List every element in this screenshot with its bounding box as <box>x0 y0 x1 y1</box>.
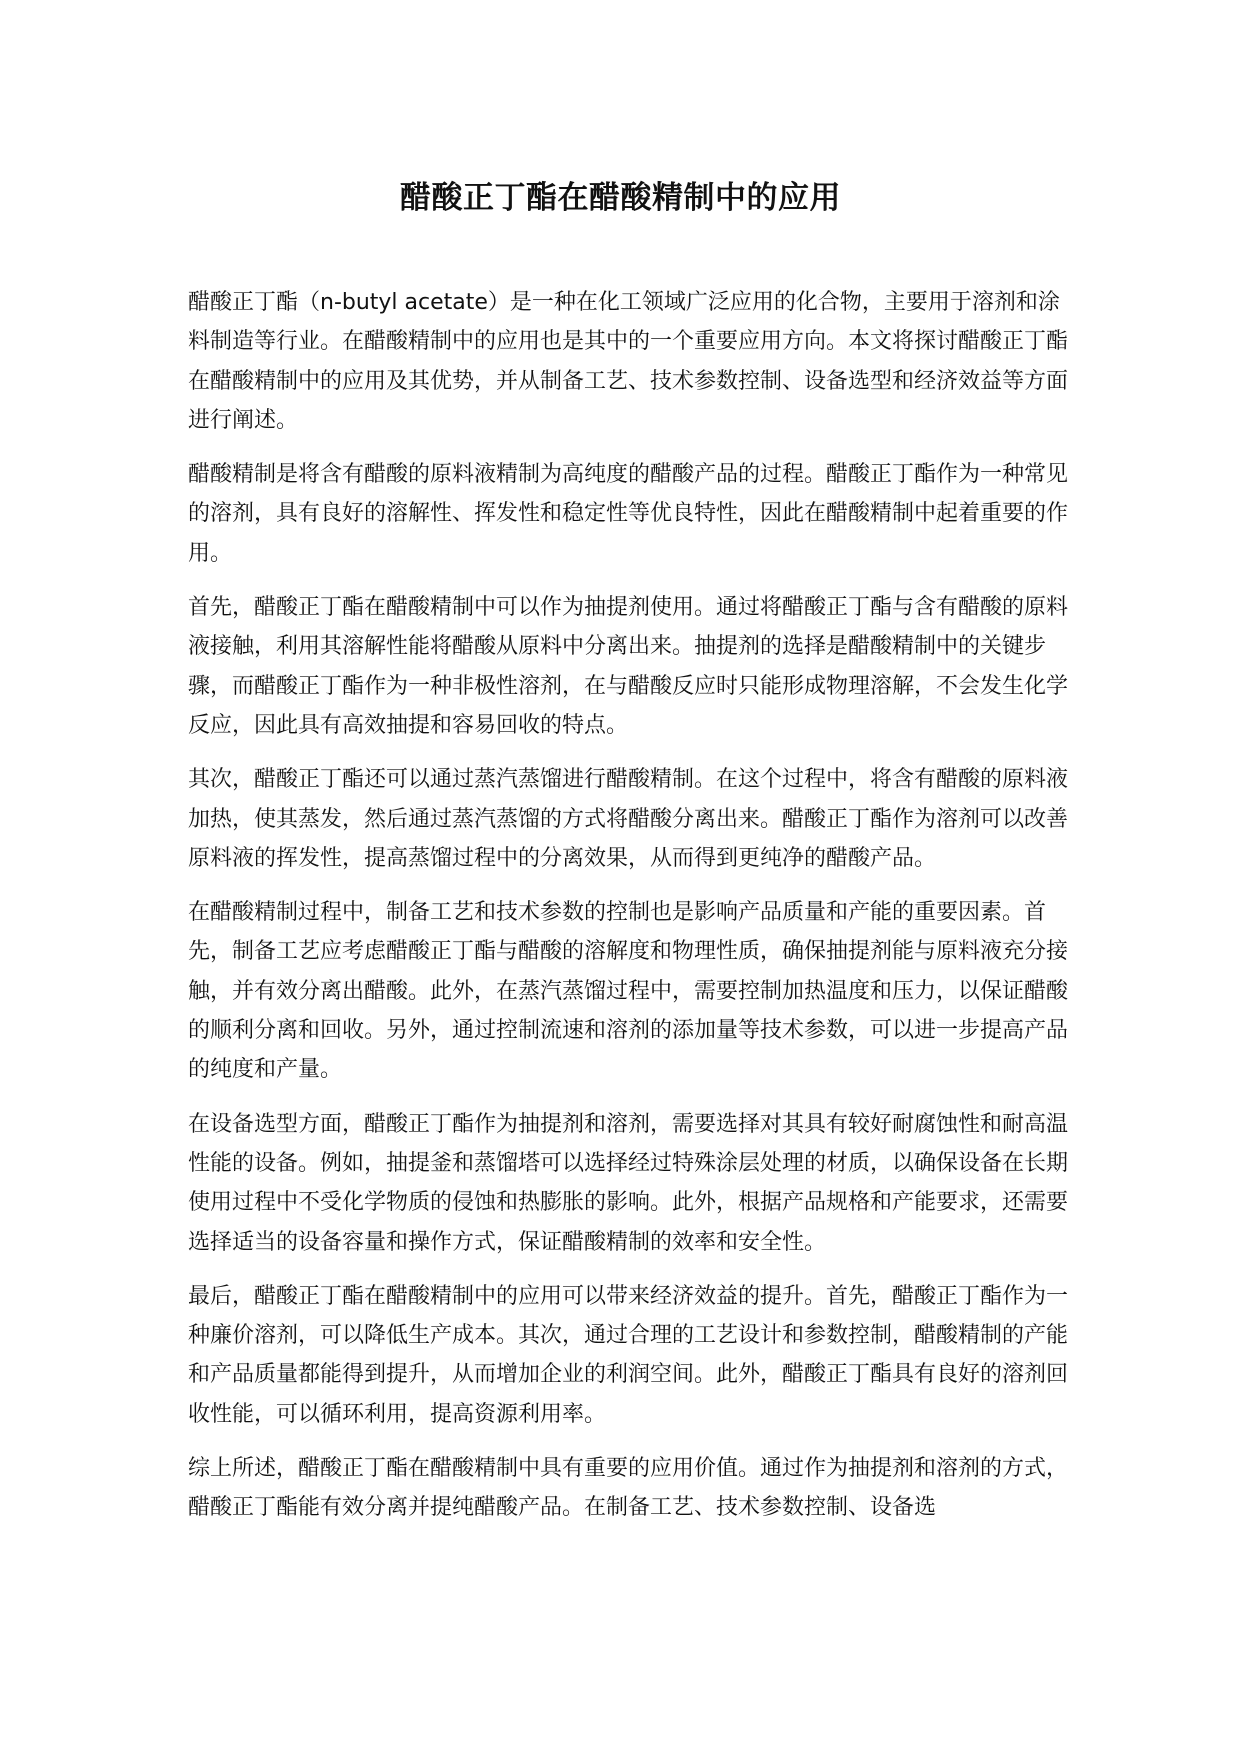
paragraph-process-control: 在醋酸精制过程中，制备工艺和技术参数的控制也是影响产品质量和产能的重要因素。首先，制备工艺应考虑醋酸正丁酯与醋酸的溶解度和物理性质，确保抽提剂能与原料液充分接触，并有效分离出醋酸。此外，在蒸汽蒸馏过程中，需要控制加热温度和压力，以保证醋酸的顺利分离和回收。另外，通过控制流速和溶剂的添加量等技术参数，可以进一步提高产品的纯度和产量。 <box>188 900 1069 1083</box>
paragraph-intro: 醋酸正丁酯（n-butyl acetate）是一种在化工领域广泛应用的化合物，主要用于溶剂和涂料制造等行业。在醋酸精制中的应用也是其中的一个重要应用方向。本文将探讨醋酸正丁酯在醋酸精制中的应用及其优势，并从制备工艺、技术参数控制、设备选型和经济效益等方面进行阐述。 <box>188 290 1069 433</box>
page-title: 醋酸正丁酯在醋酸精制中的应用 <box>400 180 841 216</box>
document-body <box>188 283 1073 1543</box>
paragraph-definition: 醋酸精制是将含有醋酸的原料液精制为高纯度的醋酸产品的过程。醋酸正丁酯作为一种常见的溶剂，具有良好的溶解性、挥发性和稳定性等优良特性，因此在醋酸精制中起着重要的作用。 <box>188 462 1069 566</box>
paragraph-equipment: 在设备选型方面，醋酸正丁酯作为抽提剂和溶剂，需要选择对其具有较好耐腐蚀性和耐高温性能的设备。例如，抽提釜和蒸馏塔可以选择经过特殊涂层处理的材质，以确保设备在长期使用过程中不受化学物质的侵蚀和热膨胀的影响。此外，根据产品规格和产能要求，还需要选择适当的设备容量和操作方式，保证醋酸精制的效率和安全性。 <box>188 1111 1069 1255</box>
paragraph-summary: 综上所述，醋酸正丁酯在醋酸精制中具有重要的应用价值。通过作为抽提剂和溶剂的方式，醋酸正丁酯能有效分离并提纯醋酸产品。在制备工艺、技术参数控制、设备选 <box>188 1456 1069 1521</box>
paragraph-distillation: 其次，醋酸正丁酯还可以通过蒸汽蒸馏进行醋酸精制。在这个过程中，将含有醋酸的原料液加热，使其蒸发，然后通过蒸汽蒸馏的方式将醋酸分离出来。醋酸正丁酯作为溶剂可以改善原料液的挥发性，提高蒸馏过程中的分离效果，从而得到更纯净的醋酸产品。 <box>188 767 1069 871</box>
paragraph-economics: 最后，醋酸正丁酯在醋酸精制中的应用可以带来经济效益的提升。首先，醋酸正丁酯作为一种廉价溶剂，可以降低生产成本。其次，通过合理的工艺设计和参数控制，醋酸精制的产能和产品质量都能得到提升，从而增加企业的利润空间。此外，醋酸正丁酯具有良好的溶剂回收性能，可以循环利用，提高资源利用率。 <box>188 1283 1069 1427</box>
paragraph-extraction: 首先，醋酸正丁酯在醋酸精制中可以作为抽提剂使用。通过将醋酸正丁酯与含有醋酸的原料液接触，利用其溶解性能将醋酸从原料中分离出来。抽提剂的选择是醋酸精制中的关键步骤，而醋酸正丁酯作为一种非极性溶剂，在与醋酸反应时只能形成物理溶解，不会发生化学反应，因此具有高效抽提和容易回收的特点。 <box>188 595 1069 738</box>
